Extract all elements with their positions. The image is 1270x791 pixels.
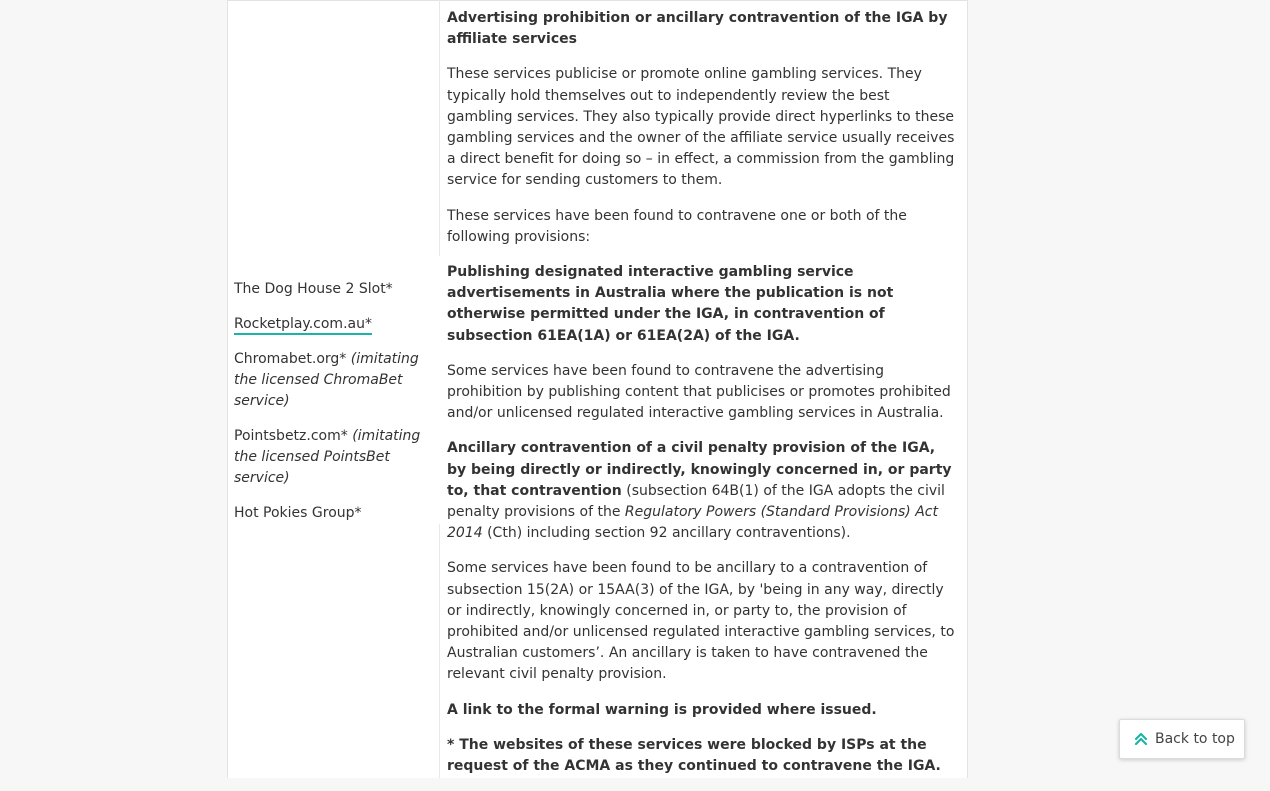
service-note: (imitating the licensed PointsBet service)	[234, 428, 421, 486]
provision-paragraph	[447, 438, 957, 544]
table-top-border	[228, 0, 967, 1]
description-column	[447, 8, 957, 791]
column-divider	[439, 0, 440, 256]
provision-text: Some services have been found to be ancillary to a contravention of subsection 15(2A) or 15AA(3) of the IGA, by 'being in any way, directly or indirectly, knowingly concerned in, or party to, the provision of prohibited and/or unlicensed regulated interactive gambling services, to Australian customers’. An ancillary is taken to have contravened the relevant civil penalty provision.	[447, 560, 955, 683]
service-item	[234, 503, 438, 524]
description-paragraph: These services publicise or promote online gambling services. They typically hold themselves out to independently review the best gambling services. They also typically provide direct hyperlinks to these gambling services and the owner of the affiliate service usually receives a direct benefit for doing so – in effect, a commission from the gambling service for sending customers to them.	[447, 66, 955, 189]
column-divider	[439, 524, 440, 778]
act-title: Regulatory Powers (Standard Provisions) Act 2014	[447, 504, 938, 542]
provision-text: Some services have been found to contravene the advertising prohibition by publishing content that publicises or promotes prohibited and/or unlicensed regulated interactive gambling services in Australia.	[447, 362, 951, 422]
service-item[interactable]	[234, 314, 438, 335]
warning-note: A link to the formal warning is provided where issued.	[447, 701, 877, 718]
service-item	[234, 349, 438, 412]
service-name: Chromabet.org*	[234, 351, 347, 367]
services-table	[227, 0, 968, 778]
provision-heading: Ancillary contravention of a civil penalty provision of the IGA, by being directly or indirectly, knowingly concerned in, or party to, that contravention	[447, 440, 952, 499]
service-names-column	[234, 279, 438, 538]
description-paragraph: These services have been found to contravene one or both of the following provisions:	[447, 207, 907, 245]
service-name: Hot Pokies Group*	[234, 505, 362, 521]
service-name: Pointsbetz.com*	[234, 428, 348, 444]
service-item	[234, 426, 438, 489]
service-item	[234, 279, 438, 300]
provision-text: (Cth) including section 92 ancillary contraventions).	[482, 525, 851, 542]
section-heading: Advertising prohibition or ancillary contravention of the IGA by affiliate services	[447, 10, 948, 48]
service-name: The Dog House 2 Slot*	[234, 281, 393, 297]
back-to-top-button[interactable]	[1119, 719, 1245, 759]
back-to-top-label: Back to top	[1155, 731, 1235, 747]
service-note: (imitating the licensed ChromaBet service)	[234, 351, 419, 409]
provision-text: (subsection 64B(1) of the IGA adopts the civil penalty provisions of the	[447, 482, 945, 521]
blocked-note: * The websites of these services were blocked by ISPs at the request of the ACMA as they continued to contravene the IGA.	[447, 736, 941, 775]
double-chevron-up-icon	[1134, 732, 1148, 746]
provision-heading: Publishing designated interactive gambling service advertisements in Australia where the publication is not otherwise permitted under the IGA, in contravention of subsection 61EA(1A) or 61EA(2A) of the IGA.	[447, 264, 894, 344]
service-link[interactable]: Rocketplay.com.au*	[234, 316, 372, 335]
